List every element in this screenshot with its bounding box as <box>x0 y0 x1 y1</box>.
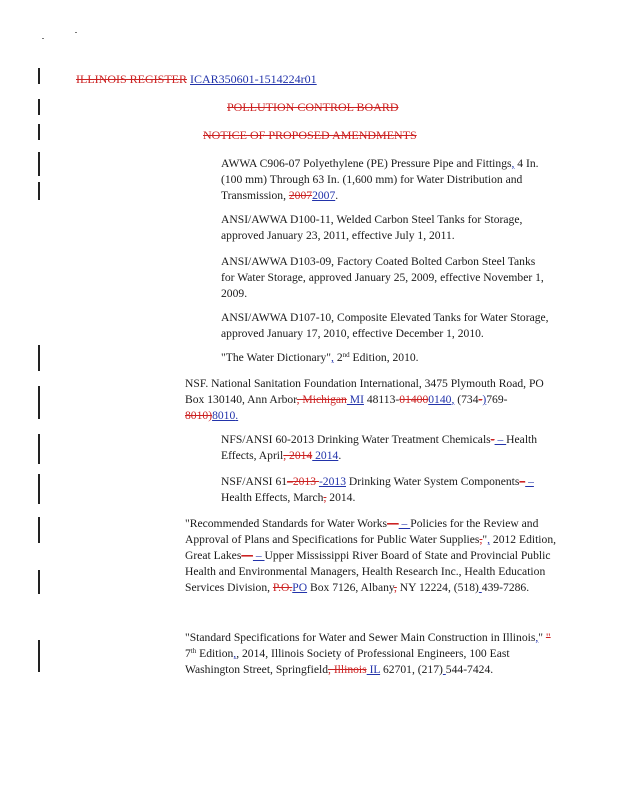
change-bar <box>38 99 40 115</box>
register-header <box>76 72 317 87</box>
entry-awwa-d107: ANSI/AWWA D107-10, Composite Elevated Tanks for Water Storage, approved January 17, 2010, effective December 1, 2010. <box>221 311 549 340</box>
entry-awwa-d100: ANSI/AWWA D100-11, Welded Carbon Steel Tanks for Storage, approved January 23, 2011, effective July 1, 2011. <box>221 213 523 242</box>
register-code: ICAR350601-1514224r01 <box>190 72 317 86</box>
scan-speck <box>75 32 77 33</box>
notice-title: NOTICE OF PROPOSED AMENDMENTS <box>203 128 417 142</box>
entry-nsf-60: NFS/ANSI 60-2013 Drinking Water Treatment Chemicals- – Health Effects, April, 2014 2014. <box>221 433 538 462</box>
change-bar <box>38 640 40 672</box>
entry-recommended-standards: "Recommended Standards for Water Works— – Policies for the Review and Approval of Plans and Specifications for Public Water Supplies,", 2012 Edition, Great Lakes— – Upper Mississippi River Board of State and Provincial Public Health and Environmental Managers, Health Research Inc., Health Education Services Division, P.O.PO Box 7126, Albany, NY 12224, (518) 439-7286. <box>185 517 557 594</box>
change-bar <box>38 68 40 84</box>
entry-nsf: NSF. National Sanitation Foundation International, 3475 Plymouth Road, PO Box 130140, Ann Arbor, Michigan MI 48113-014000140, (734-)769-8010)8010. <box>185 377 544 422</box>
change-bar <box>38 474 40 504</box>
change-bar <box>38 570 40 594</box>
change-bar <box>38 517 40 543</box>
entry-water-dictionary: "The Water Dictionary", 2nd Edition, 2010. <box>221 351 419 364</box>
entry-sewer-specifications: "Standard Specifications for Water and Sewer Main Construction in Illinois," " 7th Edition,, 2014, Illinois Society of Professional Engineers, 100 East Washington Street, Springfield, Illinois IL 62701, (217) 544-7424. <box>185 631 551 676</box>
entry-awwa-d103: ANSI/AWWA D103-09, Factory Coated Bolted Carbon Steel Tanks for Water Storage, approved January 25, 2009, effective November 1, 2009. <box>221 255 544 300</box>
board-title: POLLUTION CONTROL BOARD <box>227 100 399 114</box>
scan-speck <box>42 38 44 39</box>
change-bar <box>38 152 40 176</box>
entry-awwa-c906: AWWA C906-07 Polyethylene (PE) Pressure Pipe and Fittings, 4 In. (100 mm) Through 63 In. (1,600 mm) for Water Distribution and Transmission, 20072007. <box>221 157 539 202</box>
change-bar <box>38 434 40 464</box>
change-bar <box>38 345 40 371</box>
change-bar <box>38 124 40 140</box>
register-label-deleted: ILLINOIS REGISTER <box>76 72 187 86</box>
change-bar <box>38 386 40 419</box>
entry-nsf-61: NSF/ANSI 61–2013 -2013 Drinking Water System Components– – Health Effects, March, 2014. <box>221 475 534 504</box>
change-bar <box>38 182 40 200</box>
